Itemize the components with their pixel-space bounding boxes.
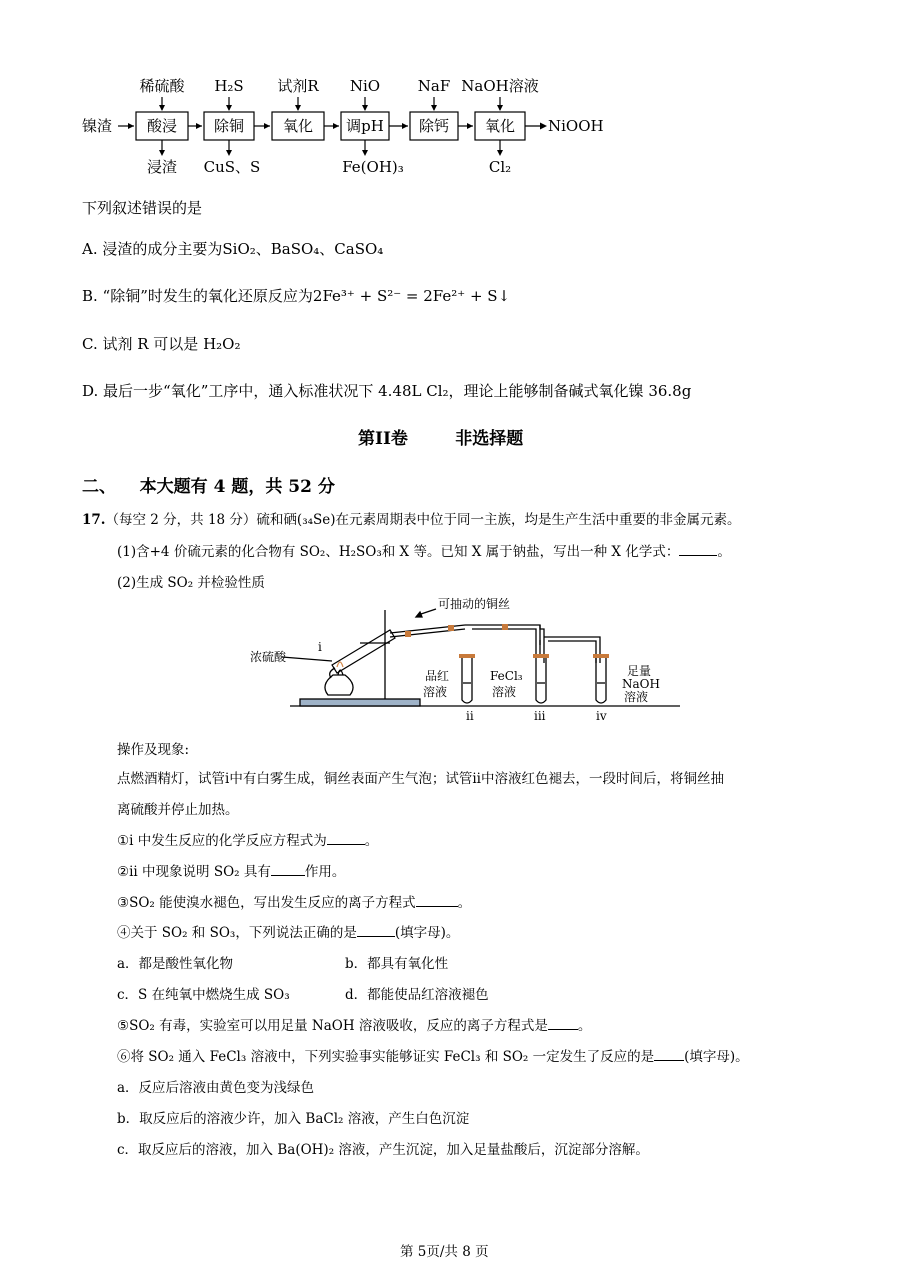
sub-q2: ②ii 中现象说明 SO₂ 具有: [117, 864, 271, 880]
q4-option-d: d．都能使品红溶液褪色: [345, 987, 489, 1003]
q17-number: 17.: [82, 512, 106, 528]
punct: 作用。: [304, 864, 346, 880]
step-6: 氧化: [484, 117, 516, 135]
sub-q3: ③SO₂ 能使溴水褪色，写出发生反应的离子方程式: [117, 895, 416, 911]
step-2: 除铜: [213, 117, 245, 135]
sub-q4: ④关于 SO₂ 和 SO₃，下列说法正确的是: [117, 925, 357, 941]
section-title: 第II卷 非选择题: [358, 429, 524, 449]
label-pinhong-2: 溶液: [423, 685, 448, 699]
q16-option-c: C. 试剂 R 可以是 H₂O₂: [82, 335, 241, 353]
label-naoh-1: 足量: [627, 664, 652, 678]
punct: (填字母)。: [394, 925, 460, 941]
q4-option-a: a．都是酸性氧化物: [117, 956, 234, 972]
byproduct-4: Cl₂: [488, 158, 512, 176]
label-tube-i: i: [318, 640, 322, 654]
flow-start: 镍渣: [82, 117, 113, 135]
flow-end: NiOOH: [548, 117, 604, 135]
q4-option-b: b．都具有氧化性: [345, 956, 449, 972]
label-naoh-3: 溶液: [624, 690, 649, 704]
answer-blank[interactable]: [327, 832, 365, 845]
label-fecl3-1: FeCl₃: [490, 669, 523, 683]
step-1: 酸浸: [146, 117, 178, 135]
q4-option-c: c．S 在纯氧中燃烧生成 SO₃: [117, 987, 290, 1003]
answer-blank[interactable]: [679, 543, 717, 556]
sub-q5: ⑤SO₂ 有毒，实验室可以用足量 NaOH 溶液吸收，反应的离子方程式是: [117, 1018, 548, 1034]
apparatus-diagram: [240, 595, 690, 725]
label-tube-ii: ii: [466, 709, 474, 723]
label-tube-iv: iv: [596, 709, 607, 723]
label-fecl3-2: 溶液: [492, 685, 517, 699]
page-footer: 第 5页/共 8 页: [400, 1244, 489, 1260]
punct: 。: [364, 833, 379, 849]
ops-line-2: 离硫酸并停止加热。: [117, 802, 239, 818]
answer-blank[interactable]: [271, 863, 305, 876]
answer-blank[interactable]: [416, 894, 458, 907]
reagent-2: H₂S: [214, 77, 244, 95]
step-5: 除钙: [418, 117, 450, 135]
sub-q6: ⑥将 SO₂ 通入 FeCl₃ 溶液中，下列实验事实能够证实 FeCl₃ 和 SO₂ 一定发生了反应的是: [117, 1049, 655, 1065]
reagent-4: NiO: [349, 77, 381, 95]
q6-option-c: c．取反应后的溶液，加入 Ba(OH)₂ 溶液，产生沉淀，加入足量盐酸后，沉淀部分溶解。: [117, 1142, 649, 1158]
q6-option-a: a．反应后溶液由黄色变为浅绿色: [117, 1080, 315, 1096]
byproduct-3: Fe(OH)₃: [342, 158, 404, 176]
process-flowchart: [0, 0, 901, 190]
label-acid: 浓硫酸: [250, 650, 287, 664]
reagent-3: 试剂R: [277, 77, 319, 95]
step-3: 氧化: [282, 117, 314, 135]
q17-intro: （每空 2 分，共 18 分）硫和硒(₃₄Se)在元素周期表中位于同一主族，均是生产生活中重要的非金属元素。: [105, 512, 741, 528]
punct: 。: [457, 895, 472, 911]
part-heading: 二、 本大题有 4 题，共 52 分: [82, 477, 335, 497]
punct: (填字母)。: [684, 1049, 749, 1065]
label-naoh-2: NaOH: [622, 677, 660, 691]
answer-blank[interactable]: [548, 1017, 578, 1030]
q17-part1: (1)含+4 价硫元素的化合物有 SO₂、H₂SO₃和 X 等。已知 X 属于钠盐，写出一种 X 化学式：: [117, 544, 680, 560]
q6-option-b: b．取反应后的溶液少许，加入 BaCl₂ 溶液，产生白色沉淀: [117, 1111, 470, 1127]
q16-option-d: D. 最后一步“氧化”工序中，通入标准状况下 4.48L Cl₂，理论上能够制备碱式氧化镍 36.8g: [82, 382, 692, 400]
q16-stem: 下列叙述错误的是: [82, 199, 203, 217]
ops-title: 操作及现象:: [117, 742, 190, 758]
q16-option-b: B. “除铜”时发生的氧化还原反应为2Fe³⁺ + S²⁻ = 2Fe²⁺ + S↓: [82, 287, 511, 305]
q17-part2: (2)生成 SO₂ 并检验性质: [117, 575, 265, 591]
label-tube-iii: iii: [534, 709, 546, 723]
reagent-5: NaF: [417, 77, 451, 95]
punct: 。: [577, 1018, 592, 1034]
step-4: 调pH: [346, 117, 384, 135]
sub-q1: ①i 中发生反应的化学反应方程式为: [117, 833, 327, 849]
answer-blank[interactable]: [357, 924, 395, 937]
byproduct-1: 浸渣: [146, 158, 178, 176]
answer-blank[interactable]: [654, 1048, 684, 1061]
ops-line-1: 点燃酒精灯，试管i中有白雾生成，铜丝表面产生气泡；试管ii中溶液红色褪去，一段时间后，将铜丝抽: [117, 771, 724, 787]
reagent-6: NaOH溶液: [461, 77, 539, 95]
punct: 。: [717, 544, 731, 560]
label-copper-wire: 可抽动的铜丝: [438, 597, 511, 611]
q16-option-a: A. 浸渣的成分主要为SiO₂、BaSO₄、CaSO₄: [82, 240, 384, 258]
reagent-1: 稀硫酸: [139, 77, 185, 95]
byproduct-2: CuS、S: [203, 158, 261, 176]
label-pinhong-1: 品红: [425, 669, 450, 683]
